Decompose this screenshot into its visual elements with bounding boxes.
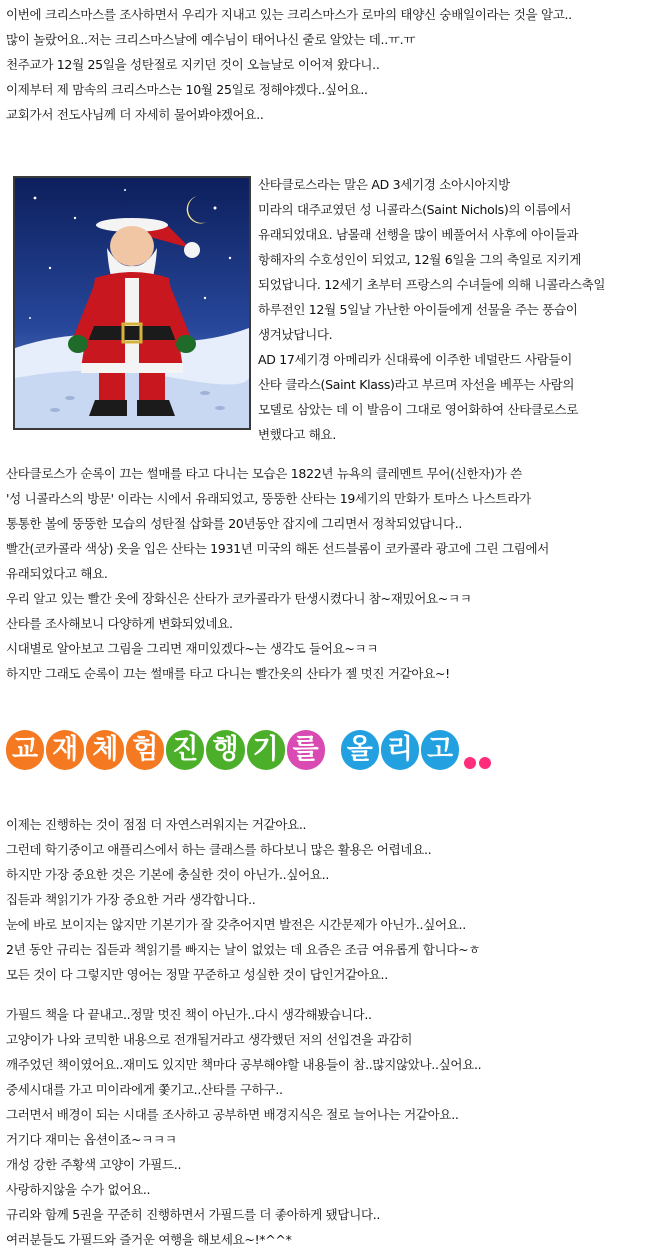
section-heading-banner (6, 730, 526, 774)
santa-claus-picture (15, 178, 249, 428)
text-line: 산타클로스라는 말은 AD 3세기경 소아시아지방 (258, 177, 510, 192)
text-line: 2년 동안 규리는 집듣과 책읽기를 빠지는 날이 없었는 데 요즘은 조금 여유롭게 합니다~ㅎ (6, 942, 481, 957)
garfield-paragraph (6, 1002, 651, 1252)
text-line: 이번에 크리스마스를 조사하면서 우리가 지내고 있는 크리스마스가 로마의 태양신 숭배일이라는 것을 알고.. (6, 7, 572, 22)
banner-character: 행 (206, 730, 244, 770)
text-line: 하루전인 12월 5일날 가난한 아이들에게 선물을 주는 풍습이 (258, 302, 578, 317)
text-line: 변했다고 해요. (258, 427, 336, 442)
text-line: 하지만 가장 중요한 것은 기본에 충실한 것이 아닌가..싶어요.. (6, 867, 330, 882)
banner-character: 진 (166, 730, 204, 770)
text-line: 그런데 학기중이고 애플리스에서 하는 클래스를 하다보니 많은 활용은 어렵네요.. (6, 842, 432, 857)
santa-origin-paragraph (258, 172, 653, 447)
progress-paragraph (6, 812, 651, 987)
banner-ellipsis-dots (461, 754, 491, 773)
text-line: 시대별로 알아보고 그림을 그리면 재미있겠다~는 생각도 들어요~ㅋㅋ (6, 641, 379, 656)
sleigh-history-paragraph (6, 461, 651, 686)
text-line: 빨간(코카콜라 색상) 옷을 입은 산타는 1931년 미국의 해돈 선드블롬이 코카콜라 광고에 그린 그림에서 (6, 541, 550, 556)
banner-character: 재 (46, 730, 84, 770)
text-line: 그러면서 배경이 되는 시대를 조사하고 공부하면 배경지식은 절로 늘어나는 거같아요.. (6, 1107, 459, 1122)
text-line: 여러분들도 가필드와 즐거운 여행을 해보세요~!*^^* (6, 1232, 292, 1247)
santa-claus-illustration (13, 176, 251, 430)
text-line: 많이 놀랐어요..저는 크리스마스날에 예수님이 태어나신 줄로 알았는 데..ㅠ.ㅠ (6, 32, 416, 47)
text-line: 산타를 조사해보니 다양하게 변화되었네요. (6, 616, 233, 631)
banner-character: 를 (287, 730, 325, 770)
text-line: 거기다 재미는 옵션이죠~ㅋㅋㅋ (6, 1132, 177, 1147)
text-line: 개성 강한 주황색 고양이 가필드.. (6, 1157, 182, 1172)
text-line: 우리 알고 있는 빨간 옷에 장화신은 산타가 코카콜라가 탄생시켰다니 참~재밌어요~ㅋㅋ (6, 591, 472, 606)
text-line: 눈에 바로 보이지는 않지만 기본기가 잘 갖추어지면 발전은 시간문제가 아닌가..싶어요.. (6, 917, 466, 932)
banner-character: 고 (421, 730, 459, 770)
text-line: 이제부터 제 맘속의 크리스마스는 10월 25일로 정해야겠다..싶어요.. (6, 82, 368, 97)
text-line: 교회가서 전도사님께 더 자세히 물어봐야겠어요.. (6, 107, 264, 122)
intro-paragraph (6, 2, 651, 127)
banner-character: 올 (341, 730, 379, 770)
text-line: 통통한 볼에 뚱뚱한 모습의 성탄절 삽화를 20년동안 잡지에 그리면서 정착되었답니다.. (6, 516, 463, 531)
text-line: 규리와 함께 5권을 꾸준히 진행하면서 가필드를 더 좋아하게 됐답니다.. (6, 1207, 381, 1222)
text-line: 유래되었대요. 남몰래 선행을 많이 베풀어서 사후에 아이들과 (258, 227, 579, 242)
text-line: 유래되었다고 해요. (6, 566, 108, 581)
banner-dot (464, 757, 476, 769)
text-line: 산타클로스가 순록이 끄는 썰매를 타고 다니는 모습은 1822년 뉴욕의 클레멘트 무어(신한자)가 쓴 (6, 466, 522, 481)
text-line: 생겨났답니다. (258, 327, 333, 342)
banner-character: 험 (126, 730, 164, 770)
text-line: 미라의 대주교였던 성 니콜라스(Saint Nichols)의 이름에서 (258, 202, 572, 217)
text-line: 중세시대를 가고 미이라에게 쫓기고..산타를 구하구.. (6, 1082, 283, 1097)
text-line: 가필드 책을 다 끝내고..정말 멋진 책이 아닌가..다시 생각해봤습니다.. (6, 1007, 372, 1022)
text-line: 모든 것이 다 그렇지만 영어는 정말 꾸준하고 성실한 것이 답인거같아요.. (6, 967, 388, 982)
text-line: 산타 클라스(Saint Klass)라고 부르며 자선을 베푸는 사람의 (258, 377, 575, 392)
banner-character: 교 (6, 730, 44, 770)
text-line: 되었답니다. 12세기 초부터 프랑스의 수녀들에 의해 니콜라스축일 (258, 277, 606, 292)
banner-dot (479, 757, 491, 769)
banner-character: 리 (381, 730, 419, 770)
text-line: 깨주었던 책이였어요..재미도 있지만 책마다 공부해야할 내용들이 참..많지않았나..싶어요.. (6, 1057, 482, 1072)
text-line: '성 니콜라스의 방문' 이라는 시에서 유래되었고, 뚱뚱한 산타는 19세기의 만화가 토마스 나스트라가 (6, 491, 531, 506)
text-line: 항해자의 수호성인이 되었고, 12월 6일을 그의 축일로 지키게 (258, 252, 582, 267)
banner-character: 체 (86, 730, 124, 770)
text-line: AD 17세기경 아메리카 신대륙에 이주한 네덜란드 사람들이 (258, 352, 572, 367)
text-line: 고양이가 나와 코믹한 내용으로 전개될거라고 생각했던 저의 선입견을 과감히 (6, 1032, 413, 1047)
text-line: 모델로 삼았는 데 이 발음이 그대로 영어화하여 산타클로스로 (258, 402, 579, 417)
text-line: 천주교가 12월 25일을 성탄절로 지키던 것이 오늘날로 이어져 왔다니.. (6, 57, 380, 72)
text-line: 사랑하지않을 수가 없어요.. (6, 1182, 151, 1197)
text-line: 집듣과 책읽기가 가장 중요한 거라 생각합니다.. (6, 892, 256, 907)
text-line: 이제는 진행하는 것이 점점 더 자연스러워지는 거같아요.. (6, 817, 307, 832)
text-line: 하지만 그래도 순록이 끄는 썰매를 타고 다니는 빨간옷의 산타가 젤 멋진 거같아요~! (6, 666, 450, 681)
banner-character: 기 (247, 730, 285, 770)
santa-section (0, 172, 657, 442)
